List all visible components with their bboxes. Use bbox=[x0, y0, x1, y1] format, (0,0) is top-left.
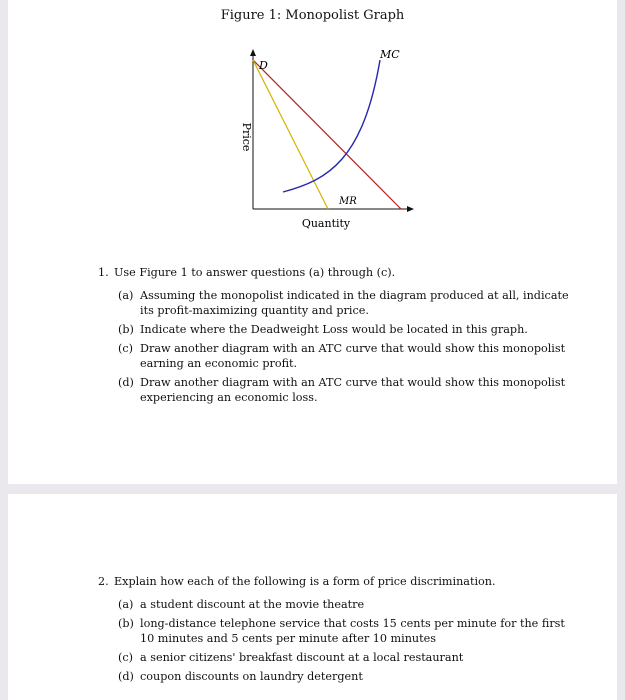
list-item: (a) a student discount at the movie theatre bbox=[118, 598, 365, 611]
list-item: (d) coupon discounts on laundry detergent bbox=[118, 670, 363, 683]
y-axis-label: Price bbox=[240, 122, 253, 152]
question-text: Explain how each of the following is a form of price discrimination. bbox=[114, 575, 496, 588]
question-1 bbox=[98, 265, 578, 405]
mc-curve bbox=[283, 60, 380, 192]
x-axis-label: Quantity bbox=[301, 217, 351, 230]
figure-title: Figure 1: Monopolist Graph bbox=[220, 8, 405, 23]
list-item: (b) Indicate where the Deadweight Loss would be located in this graph. bbox=[118, 323, 528, 336]
question-number: 2. bbox=[98, 575, 109, 588]
page-1 bbox=[8, 0, 617, 484]
question-number: 1. bbox=[98, 266, 109, 279]
question-2 bbox=[98, 574, 578, 684]
list-item: (d) Draw another diagram with an ATC curve that would show this monopolist experiencing an economic loss. bbox=[118, 376, 566, 404]
demand-curve bbox=[253, 60, 401, 209]
list-item: (c) Draw another diagram with an ATC curve that would show this monopolist earning an economic profit. bbox=[118, 342, 566, 370]
y-axis-arrow bbox=[250, 49, 256, 56]
monopolist-graph bbox=[8, 0, 617, 240]
x-axis-arrow bbox=[407, 206, 414, 212]
demand-label: D bbox=[259, 59, 268, 72]
mc-label: MC bbox=[380, 48, 400, 61]
mr-curve bbox=[253, 60, 328, 209]
list-item: (a) Assuming the monopolist indicated in the diagram produced at all, indicate its profit-maximizing quantity and price. bbox=[118, 289, 569, 317]
list-item: (c) a senior citizens' breakfast discount at a local restaurant bbox=[118, 651, 464, 664]
mr-label: MR bbox=[339, 196, 357, 207]
list-item: (b) long-distance telephone service that costs 15 cents per minute for the first 10 minutes and 5 cents per minute after 10 minutes bbox=[118, 617, 565, 645]
question-text: Use Figure 1 to answer questions (a) through (c). bbox=[114, 266, 396, 279]
page-2 bbox=[8, 494, 617, 700]
